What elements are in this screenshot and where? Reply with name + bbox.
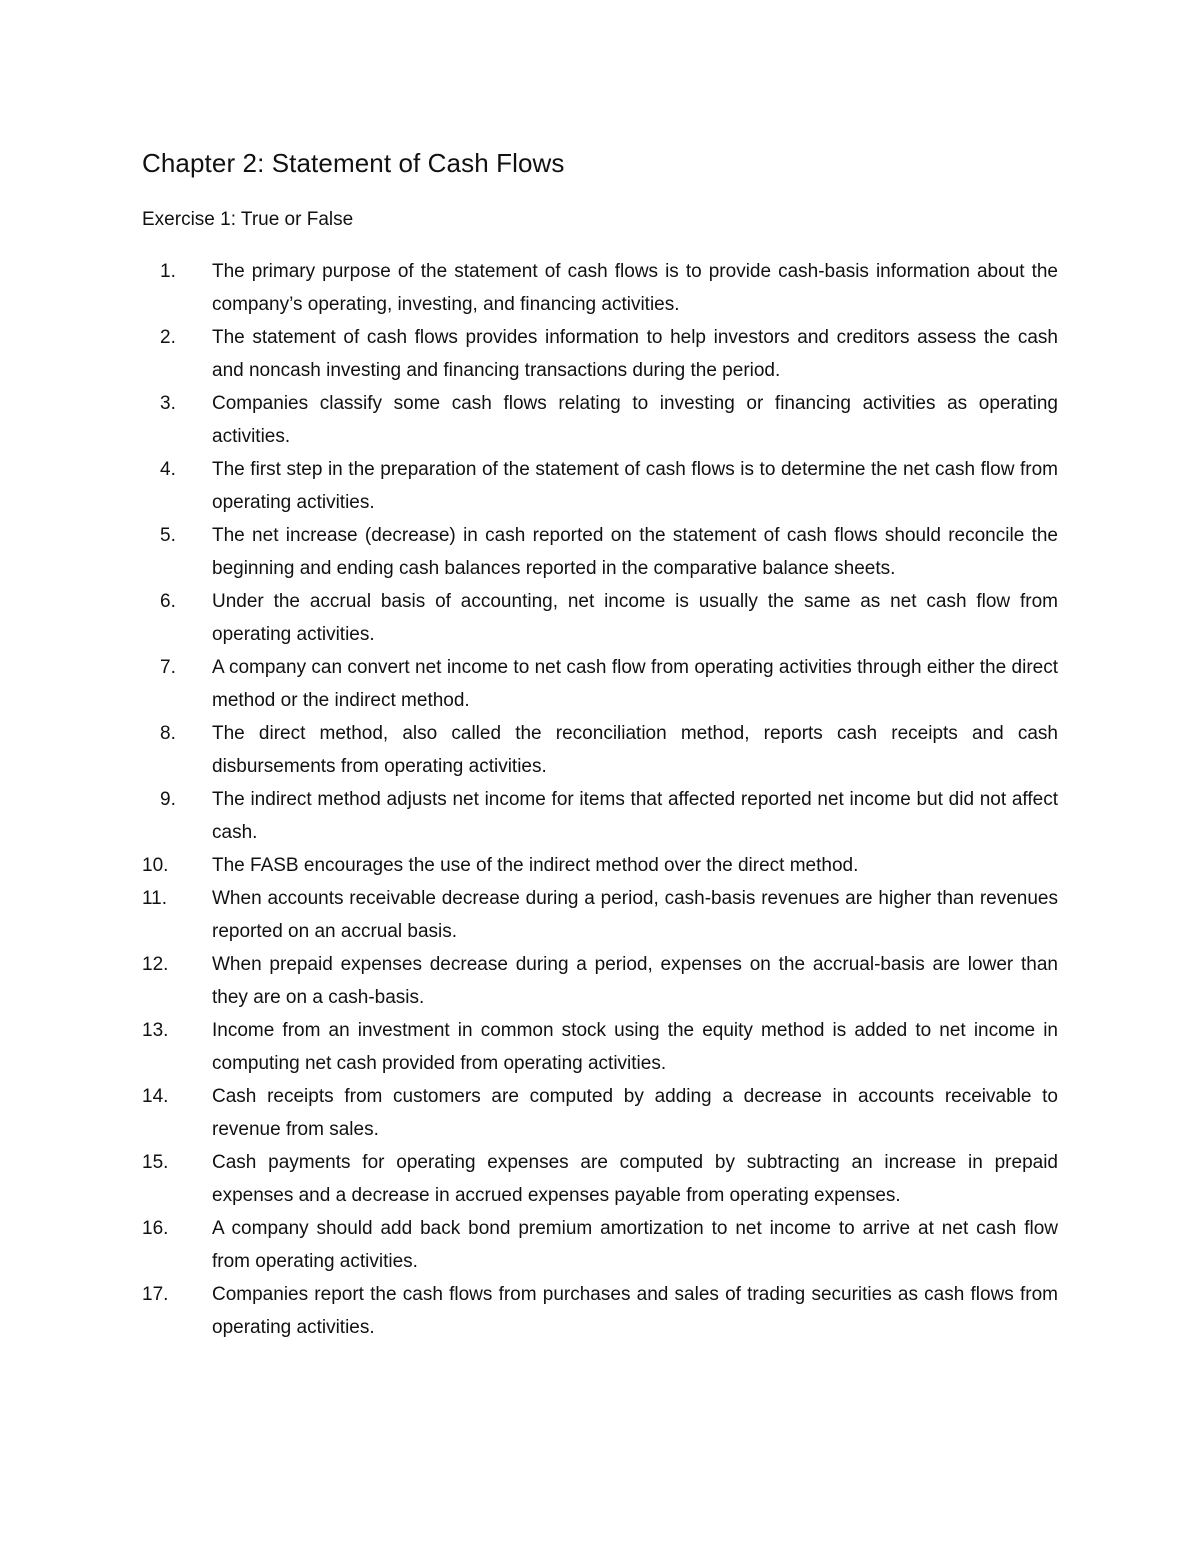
question-number: 2. <box>160 327 176 348</box>
question-number: 6. <box>160 591 176 612</box>
question-text: Companies classify some cash flows relating to investing or financing activities as operating activities. <box>212 393 1058 447</box>
question-number: 13. <box>142 1020 169 1041</box>
question-number: 8. <box>160 723 176 744</box>
question-item <box>142 1080 1058 1146</box>
question-number: 10. <box>142 855 169 876</box>
exercise-title: Exercise 1: True or False <box>142 209 354 230</box>
question-text: A company should add back bond premium amortization to net income to arrive at net cash flow from operating activities. <box>212 1218 1058 1272</box>
question-text: The first step in the preparation of the statement of cash flows is to determine the net cash flow from operating activities. <box>212 459 1058 513</box>
question-item <box>142 651 1058 717</box>
question-text: The net increase (decrease) in cash reported on the statement of cash flows should reconcile the beginning and ending cash balances reported in the comparative balance sheets. <box>212 525 1058 579</box>
question-list <box>142 255 1058 1344</box>
question-number: 14. <box>142 1086 169 1107</box>
question-item <box>142 849 1058 882</box>
question-text: Companies report the cash flows from purchases and sales of trading securities as cash flows from operating activities. <box>212 1284 1058 1338</box>
question-text: Cash receipts from customers are computed by adding a decrease in accounts receivable to revenue from sales. <box>212 1086 1058 1140</box>
question-text: The direct method, also called the reconciliation method, reports cash receipts and cash disbursements from operating activities. <box>212 723 1058 777</box>
question-item <box>142 717 1058 783</box>
question-number: 11. <box>142 888 168 909</box>
question-item <box>142 1212 1058 1278</box>
question-number: 9. <box>160 789 176 810</box>
question-text: The primary purpose of the statement of cash flows is to provide cash-basis information about the company’s operating, investing, and financing activities. <box>212 261 1058 315</box>
question-item <box>142 453 1058 519</box>
question-text: When prepaid expenses decrease during a period, expenses on the accrual-basis are lower than they are on a cash-basis. <box>212 954 1058 1008</box>
question-text: The FASB encourages the use of the indirect method over the direct method. <box>212 855 859 876</box>
question-item <box>142 1146 1058 1212</box>
question-text: The indirect method adjusts net income for items that affected reported net income but did not affect cash. <box>212 789 1058 843</box>
chapter-title: Chapter 2: Statement of Cash Flows <box>142 148 565 178</box>
question-number: 3. <box>160 393 176 414</box>
question-text: Under the accrual basis of accounting, net income is usually the same as net cash flow from operating activities. <box>212 591 1058 645</box>
question-text: Cash payments for operating expenses are computed by subtracting an increase in prepaid expenses and a decrease in accrued expenses payable from operating expenses. <box>212 1152 1058 1206</box>
question-number: 5. <box>160 525 176 546</box>
question-number: 7. <box>160 657 176 678</box>
question-number: 16. <box>142 1218 169 1239</box>
question-text: Income from an investment in common stock using the equity method is added to net income in computing net cash provided from operating activities. <box>212 1020 1058 1074</box>
question-number: 1. <box>160 261 176 282</box>
question-item <box>142 321 1058 387</box>
question-item <box>142 255 1058 321</box>
question-item <box>142 585 1058 651</box>
question-number: 12. <box>142 954 169 975</box>
question-item <box>142 519 1058 585</box>
question-text: A company can convert net income to net cash flow from operating activities through either the direct method or the indirect method. <box>212 657 1058 711</box>
question-number: 4. <box>160 459 176 480</box>
question-item <box>142 1014 1058 1080</box>
question-item <box>142 882 1058 948</box>
question-text: When accounts receivable decrease during a period, cash-basis revenues are higher than revenues reported on an accrual basis. <box>212 888 1058 942</box>
question-text: The statement of cash flows provides information to help investors and creditors assess the cash and noncash investing and financing transactions during the period. <box>212 327 1058 381</box>
question-item <box>142 1278 1058 1344</box>
question-item <box>142 783 1058 849</box>
question-number: 15. <box>142 1152 169 1173</box>
question-number: 17. <box>142 1284 169 1305</box>
question-item <box>142 948 1058 1014</box>
question-item <box>142 387 1058 453</box>
